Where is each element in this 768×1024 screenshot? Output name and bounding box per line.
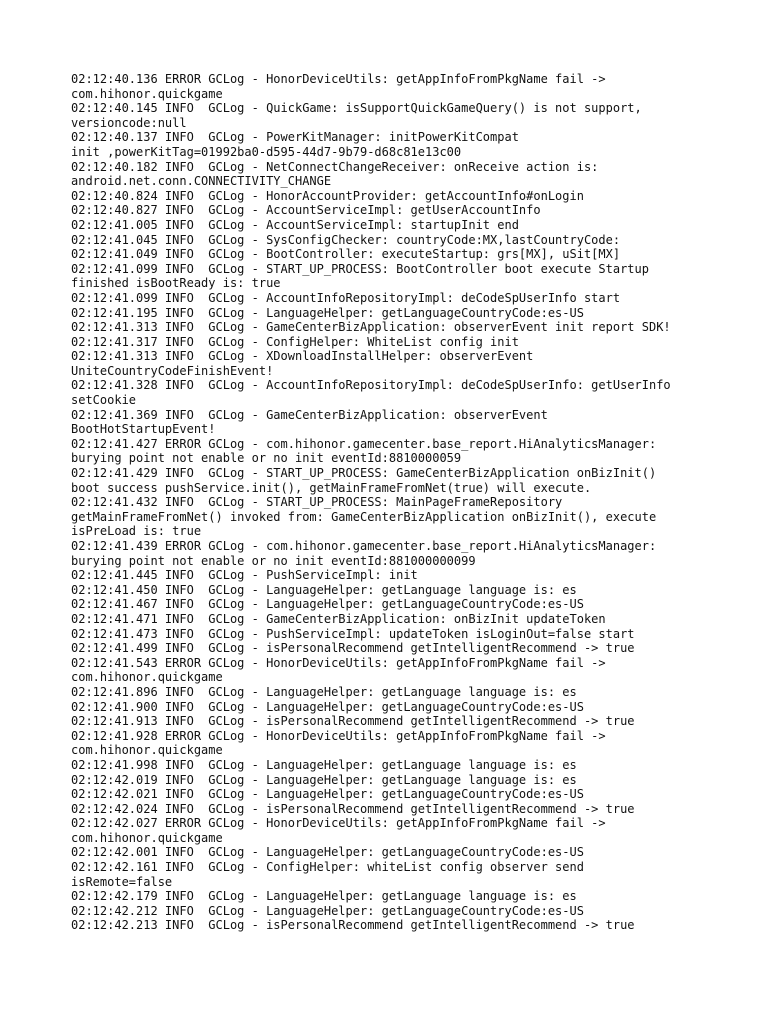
log-line: versioncode:null — [71, 115, 187, 130]
log-line: 02:12:41.328 INFO GCLog - AccountInfoRepositoryImpl: deCodeSpUserInfo: getUserInfo — [71, 378, 671, 393]
log-line: init ,powerKitTag=01992ba0-d595-44d7-9b79-d68c81e13c00 — [71, 144, 462, 159]
log-line: 02:12:41.313 INFO GCLog - GameCenterBizApplication: observerEvent init report SDK! — [71, 320, 671, 335]
log-line: 02:12:41.998 INFO GCLog - LanguageHelper: getLanguage language is: es — [71, 757, 577, 772]
log-line: 02:12:40.824 INFO GCLog - HonorAccountProvider: getAccountInfo#onLogin — [71, 188, 584, 203]
log-line: 02:12:41.439 ERROR GCLog - com.hihonor.gamecenter.base_report.HiAnalyticsManager: — [71, 539, 657, 553]
log-line: 02:12:42.001 INFO GCLog - LanguageHelper: getLanguageCountryCode:es-US — [71, 845, 584, 860]
log-line: 02:12:41.928 ERROR GCLog - HonorDeviceUtils: getAppInfoFromPkgName fail -> — [71, 728, 606, 743]
log-line: 02:12:41.099 INFO GCLog - START_UP_PROCESS: BootController boot execute Startup — [71, 261, 649, 276]
log-line: 02:12:42.179 INFO GCLog - LanguageHelper: getLanguage language is: es — [71, 889, 577, 904]
log-line: 02:12:41.445 INFO GCLog - PushServiceImpl: init — [71, 568, 418, 583]
log-document — [71, 72, 711, 933]
log-line: 02:12:41.313 INFO GCLog - XDownloadInstallHelper: observerEvent — [71, 349, 534, 364]
log-line: 02:12:42.019 INFO GCLog - LanguageHelper: getLanguage language is: es — [71, 772, 577, 787]
log-line: 02:12:42.027 ERROR GCLog - HonorDeviceUtils: getAppInfoFromPkgName fail -> — [71, 816, 606, 831]
log-line: 02:12:41.045 INFO GCLog - SysConfigChecker: countryCode:MX,lastCountryCode: — [71, 232, 621, 247]
log-line: 02:12:42.161 INFO GCLog - ConfigHelper: whiteList config observer send — [71, 860, 584, 875]
log-line: 02:12:41.317 INFO GCLog - ConfigHelper: WhiteList config init — [71, 334, 519, 349]
log-line: setCookie — [71, 393, 137, 408]
log-line: 02:12:41.900 INFO GCLog - LanguageHelper: getLanguageCountryCode:es-US — [71, 699, 584, 714]
log-line: 02:12:40.137 INFO GCLog - PowerKitManager: initPowerKitCompat — [71, 130, 519, 145]
log-line: 02:12:40.145 INFO GCLog - QuickGame: isSupportQuickGameQuery() is not support, — [71, 101, 642, 116]
log-line: isRemote=false — [71, 874, 173, 889]
log-line: 02:12:40.827 INFO GCLog - AccountServiceImpl: getUserAccountInfo — [71, 203, 541, 218]
log-line: 02:12:41.543 ERROR GCLog - HonorDeviceUtils: getAppInfoFromPkgName fail -> — [71, 655, 606, 670]
log-line: com.hihonor.quickgame — [71, 670, 223, 685]
log-line: 02:12:41.896 INFO GCLog - LanguageHelper: getLanguage language is: es — [71, 684, 577, 699]
log-line: BootHotStartupEvent! — [71, 422, 216, 437]
log-line: 02:12:42.021 INFO GCLog - LanguageHelper: getLanguageCountryCode:es-US — [71, 787, 584, 802]
log-line: burying point not enable or no init eventId:8810000059 — [71, 451, 462, 466]
log-line: 02:12:40.136 ERROR GCLog - HonorDeviceUtils: getAppInfoFromPkgName fail -> — [71, 72, 606, 86]
log-line: 02:12:41.432 INFO GCLog - START_UP_PROCESS: MainPageFrameRepository — [71, 495, 563, 510]
log-line: com.hihonor.quickgame — [71, 830, 223, 845]
log-line: 02:12:42.024 INFO GCLog - isPersonalRecommend getIntelligentRecommend -> true — [71, 801, 635, 816]
log-line: android.net.conn.CONNECTIVITY_CHANGE — [71, 174, 332, 189]
log-line: 02:12:41.913 INFO GCLog - isPersonalRecommend getIntelligentRecommend -> true — [71, 714, 635, 729]
log-line: getMainFrameFromNet() invoked from: GameCenterBizApplication onBizInit(), execute — [71, 509, 657, 524]
log-line: 02:12:41.195 INFO GCLog - LanguageHelper: getLanguageCountryCode:es-US — [71, 305, 584, 320]
log-line: 02:12:41.471 INFO GCLog - GameCenterBizApplication: onBizInit updateToken — [71, 611, 606, 626]
log-line: 02:12:41.450 INFO GCLog - LanguageHelper: getLanguage language is: es — [71, 582, 577, 597]
log-line: boot success pushService.init(), getMainFrameFromNet(true) will execute. — [71, 480, 592, 495]
log-line: 02:12:41.499 INFO GCLog - isPersonalRecommend getIntelligentRecommend -> true — [71, 641, 635, 656]
log-line: com.hihonor.quickgame — [71, 86, 223, 101]
log-line: burying point not enable or no init eventId:881000000099 — [71, 553, 476, 568]
log-line: com.hihonor.quickgame — [71, 743, 223, 758]
log-line: UniteCountryCodeFinishEvent! — [71, 363, 274, 378]
log-line: 02:12:41.473 INFO GCLog - PushServiceImpl: updateToken isLoginOut=false start — [71, 626, 635, 641]
log-line: 02:12:41.005 INFO GCLog - AccountServiceImpl: startupInit end — [71, 217, 519, 232]
log-line: 02:12:40.182 INFO GCLog - NetConnectChangeReceiver: onReceive action is: — [71, 159, 599, 174]
log-line: 02:12:41.427 ERROR GCLog - com.hihonor.gamecenter.base_report.HiAnalyticsManager: — [71, 436, 657, 451]
log-line: 02:12:41.429 INFO GCLog - START_UP_PROCESS: GameCenterBizApplication onBizInit() — [71, 466, 657, 481]
log-line: 02:12:41.099 INFO GCLog - AccountInfoRepositoryImpl: deCodeSpUserInfo start — [71, 290, 621, 305]
log-line: finished isBootReady is: true — [71, 276, 281, 291]
log-line: 02:12:41.467 INFO GCLog - LanguageHelper: getLanguageCountryCode:es-US — [71, 597, 584, 612]
log-line: isPreLoad is: true — [71, 524, 202, 539]
log-line: 02:12:41.369 INFO GCLog - GameCenterBizApplication: observerEvent — [71, 407, 548, 422]
log-line: 02:12:41.049 INFO GCLog - BootController: executeStartup: grs[MX], uSit[MX] — [71, 247, 621, 262]
log-line: 02:12:42.213 INFO GCLog - isPersonalRecommend getIntelligentRecommend -> true — [71, 918, 635, 933]
log-line: 02:12:42.212 INFO GCLog - LanguageHelper: getLanguageCountryCode:es-US — [71, 903, 584, 918]
